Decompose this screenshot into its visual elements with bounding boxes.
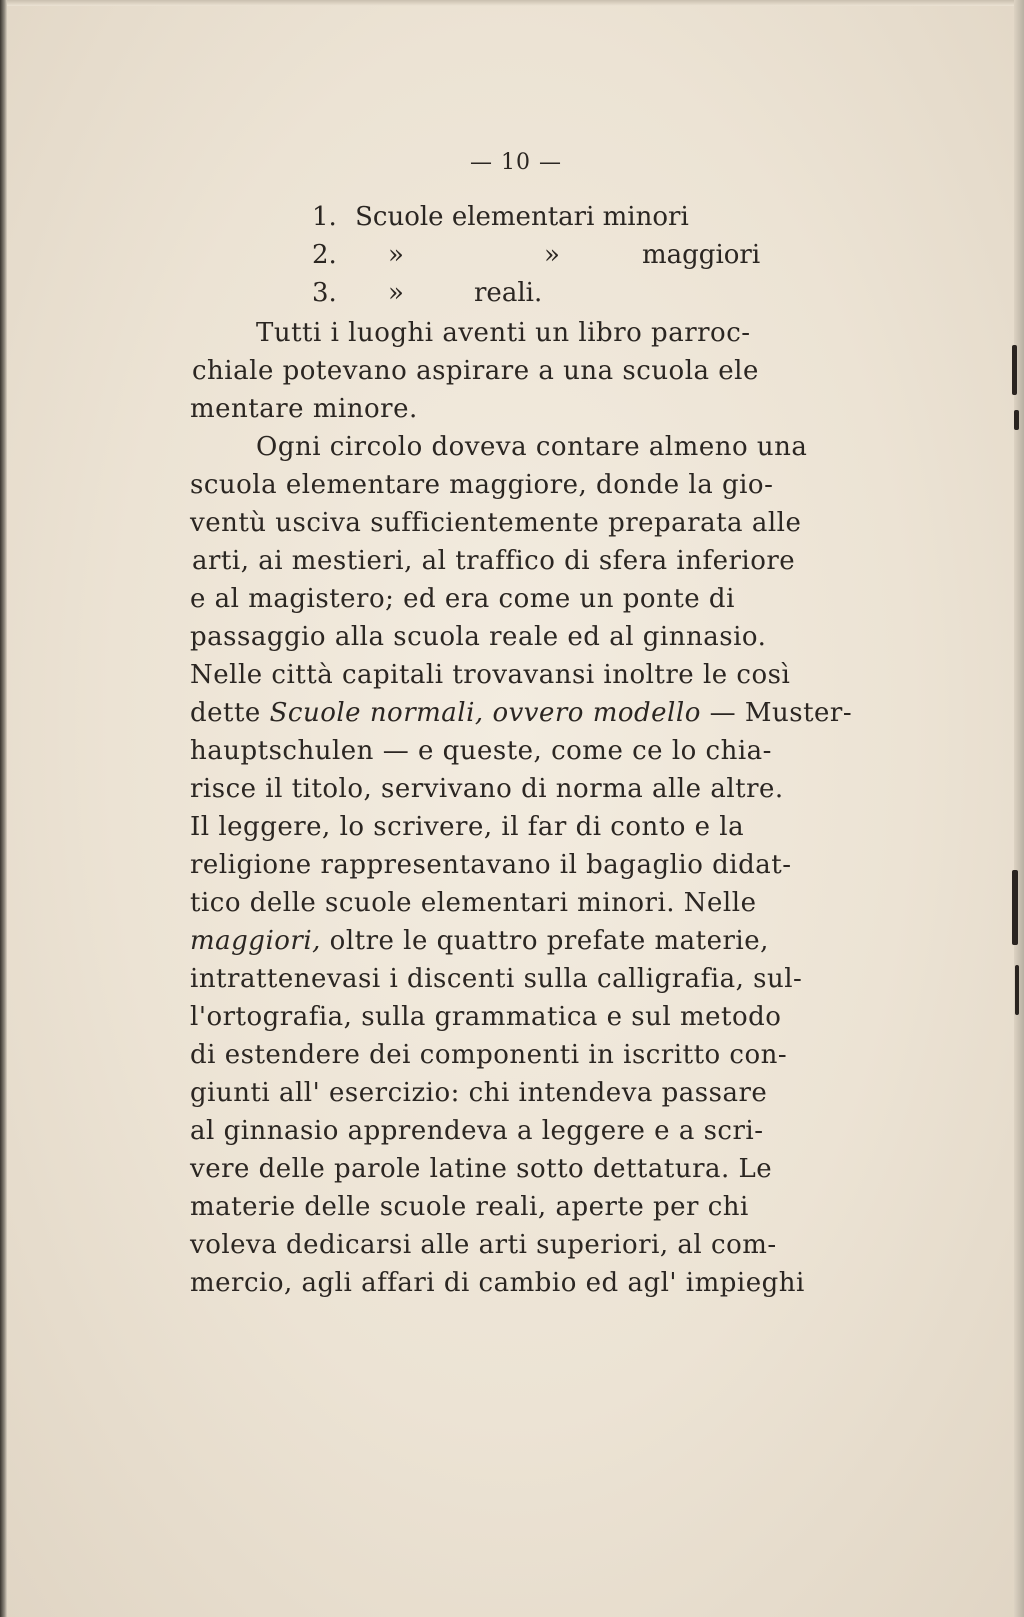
- text-line: intrattenevasi i discenti sulla calligrafia, sul-: [190, 964, 803, 994]
- text-line: mentare minore.: [190, 394, 418, 424]
- list-number: 2.: [312, 240, 337, 270]
- ditto-mark: »: [388, 278, 404, 308]
- list-item: [312, 240, 761, 270]
- list-item: [312, 278, 543, 308]
- text-line: e al magistero; ed era come un ponte di: [190, 584, 735, 614]
- text-line: scuola elementare maggiore, donde la gio-: [190, 470, 774, 500]
- text-line: vere delle parole latine sotto dettatura. Le: [190, 1154, 773, 1184]
- text-line: al ginnasio apprendeva a leggere e a scri-: [190, 1116, 764, 1146]
- list-text: Scuole elementari minori: [355, 202, 689, 232]
- ditto-mark: »: [388, 240, 404, 270]
- text-line: religione rappresentavano il bagaglio didat-: [190, 850, 792, 880]
- list-item: [312, 202, 689, 232]
- text-line: Nelle città capitali trovavansi inoltre le così: [190, 660, 791, 690]
- list-number: 1.: [312, 202, 337, 232]
- text-line: passaggio alla scuola reale ed al ginnasio.: [190, 622, 767, 652]
- text-line: tico delle scuole elementari minori. Nelle: [190, 888, 757, 918]
- text-line: risce il titolo, servivano di norma alle altre.: [190, 774, 784, 804]
- text-line: [190, 698, 852, 728]
- text-line: arti, ai mestieri, al traffico di sfera inferiore: [192, 546, 796, 576]
- text-segment: — Muster-: [700, 698, 853, 728]
- text-line: Il leggere, lo scrivere, il far di conto e la: [190, 812, 745, 842]
- italic-text: maggiori,: [190, 926, 321, 956]
- list-number: 3.: [312, 278, 337, 308]
- page-number: — 10 —: [470, 150, 562, 175]
- text-line: chiale potevano aspirare a una scuola ele: [192, 356, 759, 386]
- text-line: Tutti i luoghi aventi un libro parroc-: [256, 318, 751, 348]
- text-segment: dette: [190, 698, 270, 728]
- text-line: Ogni circolo doveva contare almeno una: [256, 432, 808, 462]
- ditto-mark: »: [544, 240, 560, 270]
- text-line: ventù usciva sufficientemente preparata alle: [190, 508, 802, 538]
- list-text: reali.: [474, 278, 543, 308]
- text-line: [190, 926, 769, 956]
- text-line: materie delle scuole reali, aperte per chi: [190, 1192, 749, 1222]
- text-line: l'ortografia, sulla grammatica e sul metodo: [190, 1002, 782, 1032]
- text-line: mercio, agli affari di cambio ed agl' impieghi: [190, 1268, 805, 1298]
- text-line: di estendere dei componenti in iscritto con-: [190, 1040, 788, 1070]
- italic-text: Scuole normali, ovvero modello: [269, 698, 701, 728]
- text-segment: oltre le quattro prefate materie,: [320, 926, 769, 956]
- text-line: giunti all' esercizio: chi intendeva passare: [190, 1078, 768, 1108]
- text-line: hauptschulen — e queste, come ce lo chia-: [190, 736, 772, 766]
- list-text: maggiori: [642, 240, 761, 270]
- text-line: voleva dedicarsi alle arti superiori, al com-: [190, 1230, 777, 1260]
